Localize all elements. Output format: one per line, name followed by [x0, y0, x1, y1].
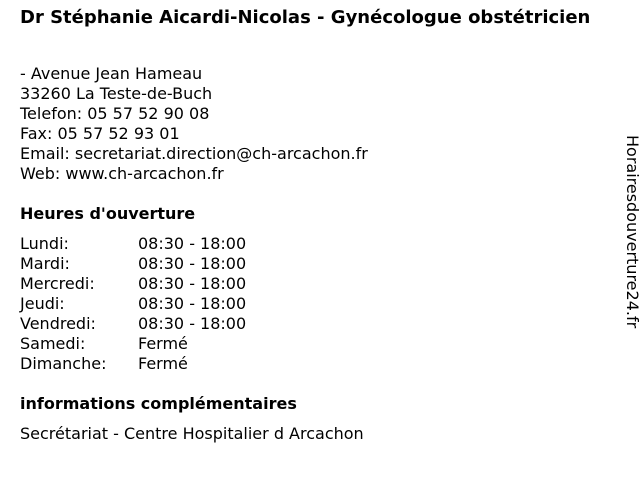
phone-number: Telefon: 05 57 52 90 08: [20, 104, 210, 123]
day-label: Jeudi:: [20, 294, 65, 313]
additional-info-heading: informations complémentaires: [20, 394, 297, 413]
contact-block: [20, 64, 368, 184]
email-address: Email: secretariat.direction@ch-arcachon.fr: [20, 144, 368, 163]
day-label: Lundi:: [20, 234, 69, 253]
hours-row-friday: [20, 314, 246, 334]
time-value: Fermé: [138, 334, 188, 353]
time-value: 08:30 - 18:00: [138, 314, 247, 333]
hours-row-wednesday: [20, 274, 246, 294]
day-label: Samedi:: [20, 334, 86, 353]
street-address: - Avenue Jean Hameau: [20, 64, 203, 83]
hours-row-tuesday: [20, 254, 246, 274]
time-value: 08:30 - 18:00: [138, 274, 247, 293]
hours-row-monday: [20, 234, 246, 254]
hours-row-saturday: [20, 334, 246, 354]
opening-hours-heading: Heures d'ouverture: [20, 204, 196, 223]
time-value: Fermé: [138, 354, 188, 373]
hours-row-sunday: [20, 354, 246, 374]
day-label: Vendredi:: [20, 314, 96, 333]
time-value: 08:30 - 18:00: [138, 294, 247, 313]
day-label: Dimanche:: [20, 354, 107, 373]
fax-number: Fax: 05 57 52 93 01: [20, 124, 180, 143]
website: Web: www.ch-arcachon.fr: [20, 164, 224, 183]
opening-hours-table: [20, 234, 246, 374]
hours-row-thursday: [20, 294, 246, 314]
day-label: Mercredi:: [20, 274, 95, 293]
day-label: Mardi:: [20, 254, 70, 273]
site-watermark: Horairesdouverture24.fr: [623, 135, 642, 329]
additional-info-text: Secrétariat - Centre Hospitalier d Arcachon: [20, 424, 364, 443]
time-value: 08:30 - 18:00: [138, 254, 247, 273]
page-title: Dr Stéphanie Aicardi-Nicolas - Gynécologue obstétricien: [20, 7, 591, 28]
city-address: 33260 La Teste-de-Buch: [20, 84, 213, 103]
time-value: 08:30 - 18:00: [138, 234, 247, 253]
